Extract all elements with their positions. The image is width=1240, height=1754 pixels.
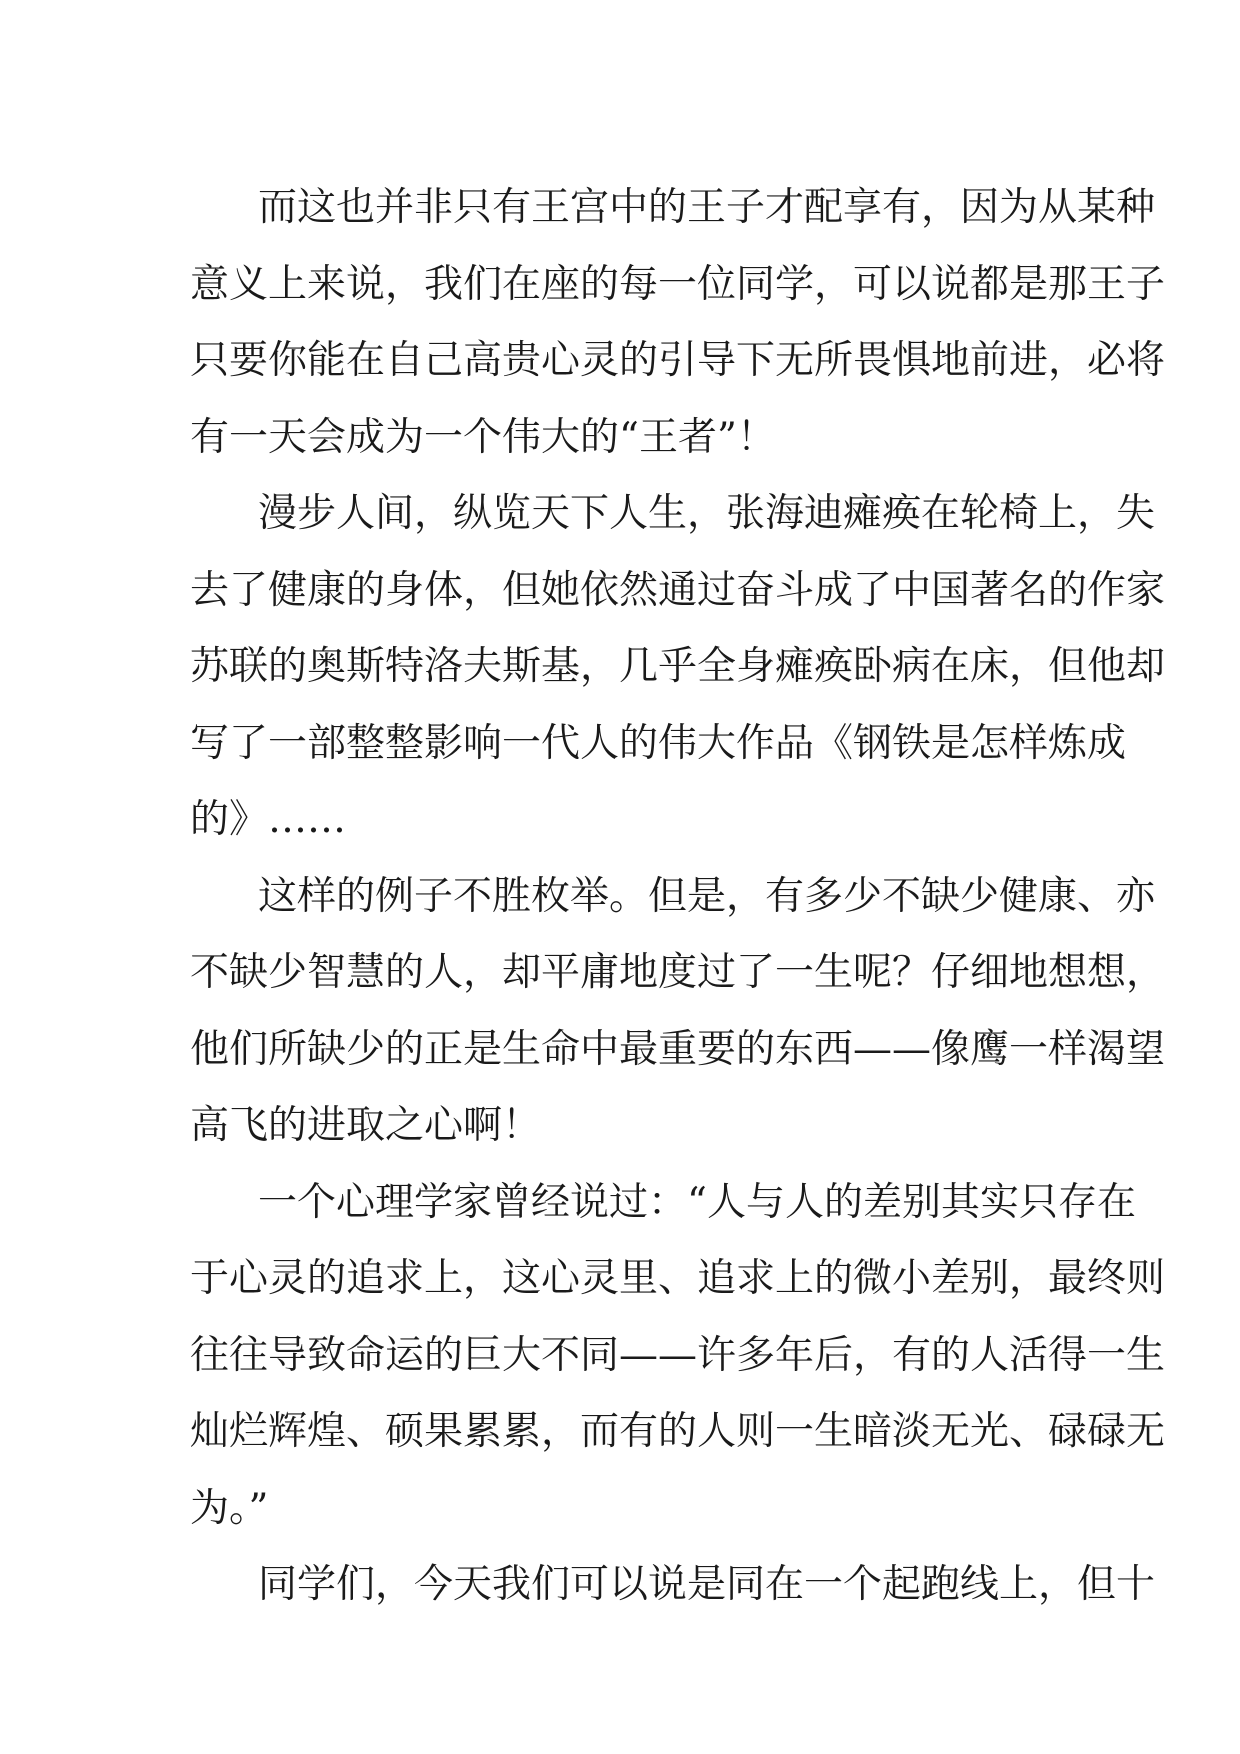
- text-line: 这样的例子不胜枚举。但是，有多少不缺少健康、亦: [258, 873, 1156, 919]
- text-line: 苏联的奥斯特洛夫斯基，几乎全身瘫痪卧病在床，但他却: [190, 644, 1166, 689]
- text-line: 而这也并非只有王宫中的王子才配享有，因为从某种: [258, 185, 1156, 230]
- text-line: 不缺少智慧的人，却平庸地度过了一生呢？仔细地想想，: [190, 950, 1166, 995]
- text-line: 只要你能在自己高贵心灵的引导下无所畏惧地前进，必将: [190, 338, 1166, 383]
- text-line: 同学们，今天我们可以说是同在一个起跑线上，但十: [258, 1562, 1156, 1607]
- text-line: 高飞的进取之心啊！: [190, 1103, 542, 1148]
- text-line: 他们所缺少的正是生命中最重要的东西——像鹰一样渴望: [190, 1026, 1166, 1072]
- document-body: [190, 170, 1166, 1624]
- text-line: 往往导致命运的巨大不同——许多年后，有的人活得一生: [190, 1332, 1166, 1378]
- text-line: 灿烂辉煌、硕果累累，而有的人则一生暗淡无光、碌碌无: [190, 1409, 1166, 1454]
- text-line: 去了健康的身体，但她依然通过奋斗成了中国著名的作家: [190, 567, 1166, 613]
- text-line: 一个心理学家曾经说过：“人与人的差别其实只存在: [258, 1179, 1136, 1225]
- text-line: 写了一部整整影响一代人的伟大作品《钢铁是怎样炼成: [190, 720, 1127, 766]
- text-line: 漫步人间，纵览天下人生，张海迪瘫痪在轮椅上，失: [258, 491, 1156, 536]
- text-line: 于心灵的追求上，这心灵里、追求上的微小差别，最终则: [190, 1256, 1166, 1301]
- text-line: 有一天会成为一个伟大的“王者”！: [190, 414, 776, 460]
- text-line: 意义上来说，我们在座的每一位同学，可以说都是那王子: [190, 261, 1166, 307]
- text-line: 的》……: [190, 797, 347, 842]
- text-line: 为。”: [190, 1485, 269, 1531]
